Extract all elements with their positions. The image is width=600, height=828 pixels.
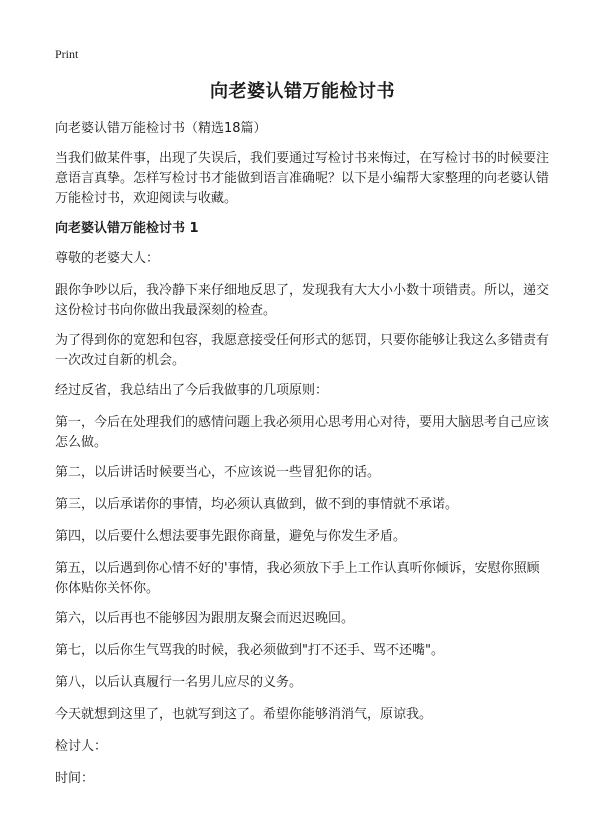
document-body: [55, 80, 550, 801]
signature-line: 检讨人：: [55, 739, 108, 754]
intro-paragraph: 当我们做某件事，出现了失误后，我们要通过写检讨书来悔过，在写检讨书的时候要注意语言真挚。怎样写检讨书才能做到语言准确呢？以下是小编帮大家整理的向老婆认错万能检讨书，欢迎阅读与收藏。: [55, 151, 550, 206]
section-heading: 向老婆认错万能检讨书 1: [55, 221, 199, 236]
principle-item: 第五，以后遇到你心情不好的'事情，我必须放下手上工作认真听你倾诉，安慰你照顾你体贴你关怀你。: [55, 561, 540, 596]
closing-paragraph: 今天就想到这里了，也就写到这了。希望你能够消消气，原谅我。: [55, 707, 433, 722]
date-line: 时间：: [55, 771, 95, 786]
print-label[interactable]: Print: [55, 47, 79, 61]
principle-item: 第一，今后在处理我们的感情问题上我必须用心思考用心对待，要用大脑思考自己应该怎么做。: [55, 415, 550, 450]
principle-item: 第六，以后再也不能够因为跟朋友聚会而迟迟晚回。: [55, 611, 355, 626]
document-title: 向老婆认错万能检讨书: [210, 81, 395, 102]
principle-item: 第二，以后讲话时候要当心，不应该说一些冒犯你的话。: [55, 465, 381, 480]
principle-item: 第三，以后承诺你的事情，均必须认真做到，做不到的事情就不承诺。: [55, 497, 459, 512]
principle-item: 第四，以后要什么想法要事先跟你商量，避免与你发生矛盾。: [55, 529, 407, 544]
principle-item: 第八，以后认真履行一名男儿应尽的义务。: [55, 675, 303, 690]
body-paragraph: 跟你争吵以后，我冷静下来仔细地反思了，发现我有大大小小数十项错责。所以，递交这份检讨书向你做出我最深刻的检查。: [55, 283, 550, 318]
body-paragraph: 为了得到你的宽恕和包容，我愿意接受任何形式的惩罚，只要你能够让我这么多错责有一次改过自新的机会。: [55, 333, 550, 368]
salutation: 尊敬的老婆大人：: [55, 251, 160, 266]
document-subtitle: 向老婆认错万能检讨书（精选18篇）: [55, 121, 267, 136]
principle-item: 第七，以后你生气骂我的时候，我必须做到"打不还手、骂不还嘴"。: [55, 643, 444, 658]
body-paragraph: 经过反省，我总结出了今后我做事的几项原则：: [55, 383, 329, 398]
